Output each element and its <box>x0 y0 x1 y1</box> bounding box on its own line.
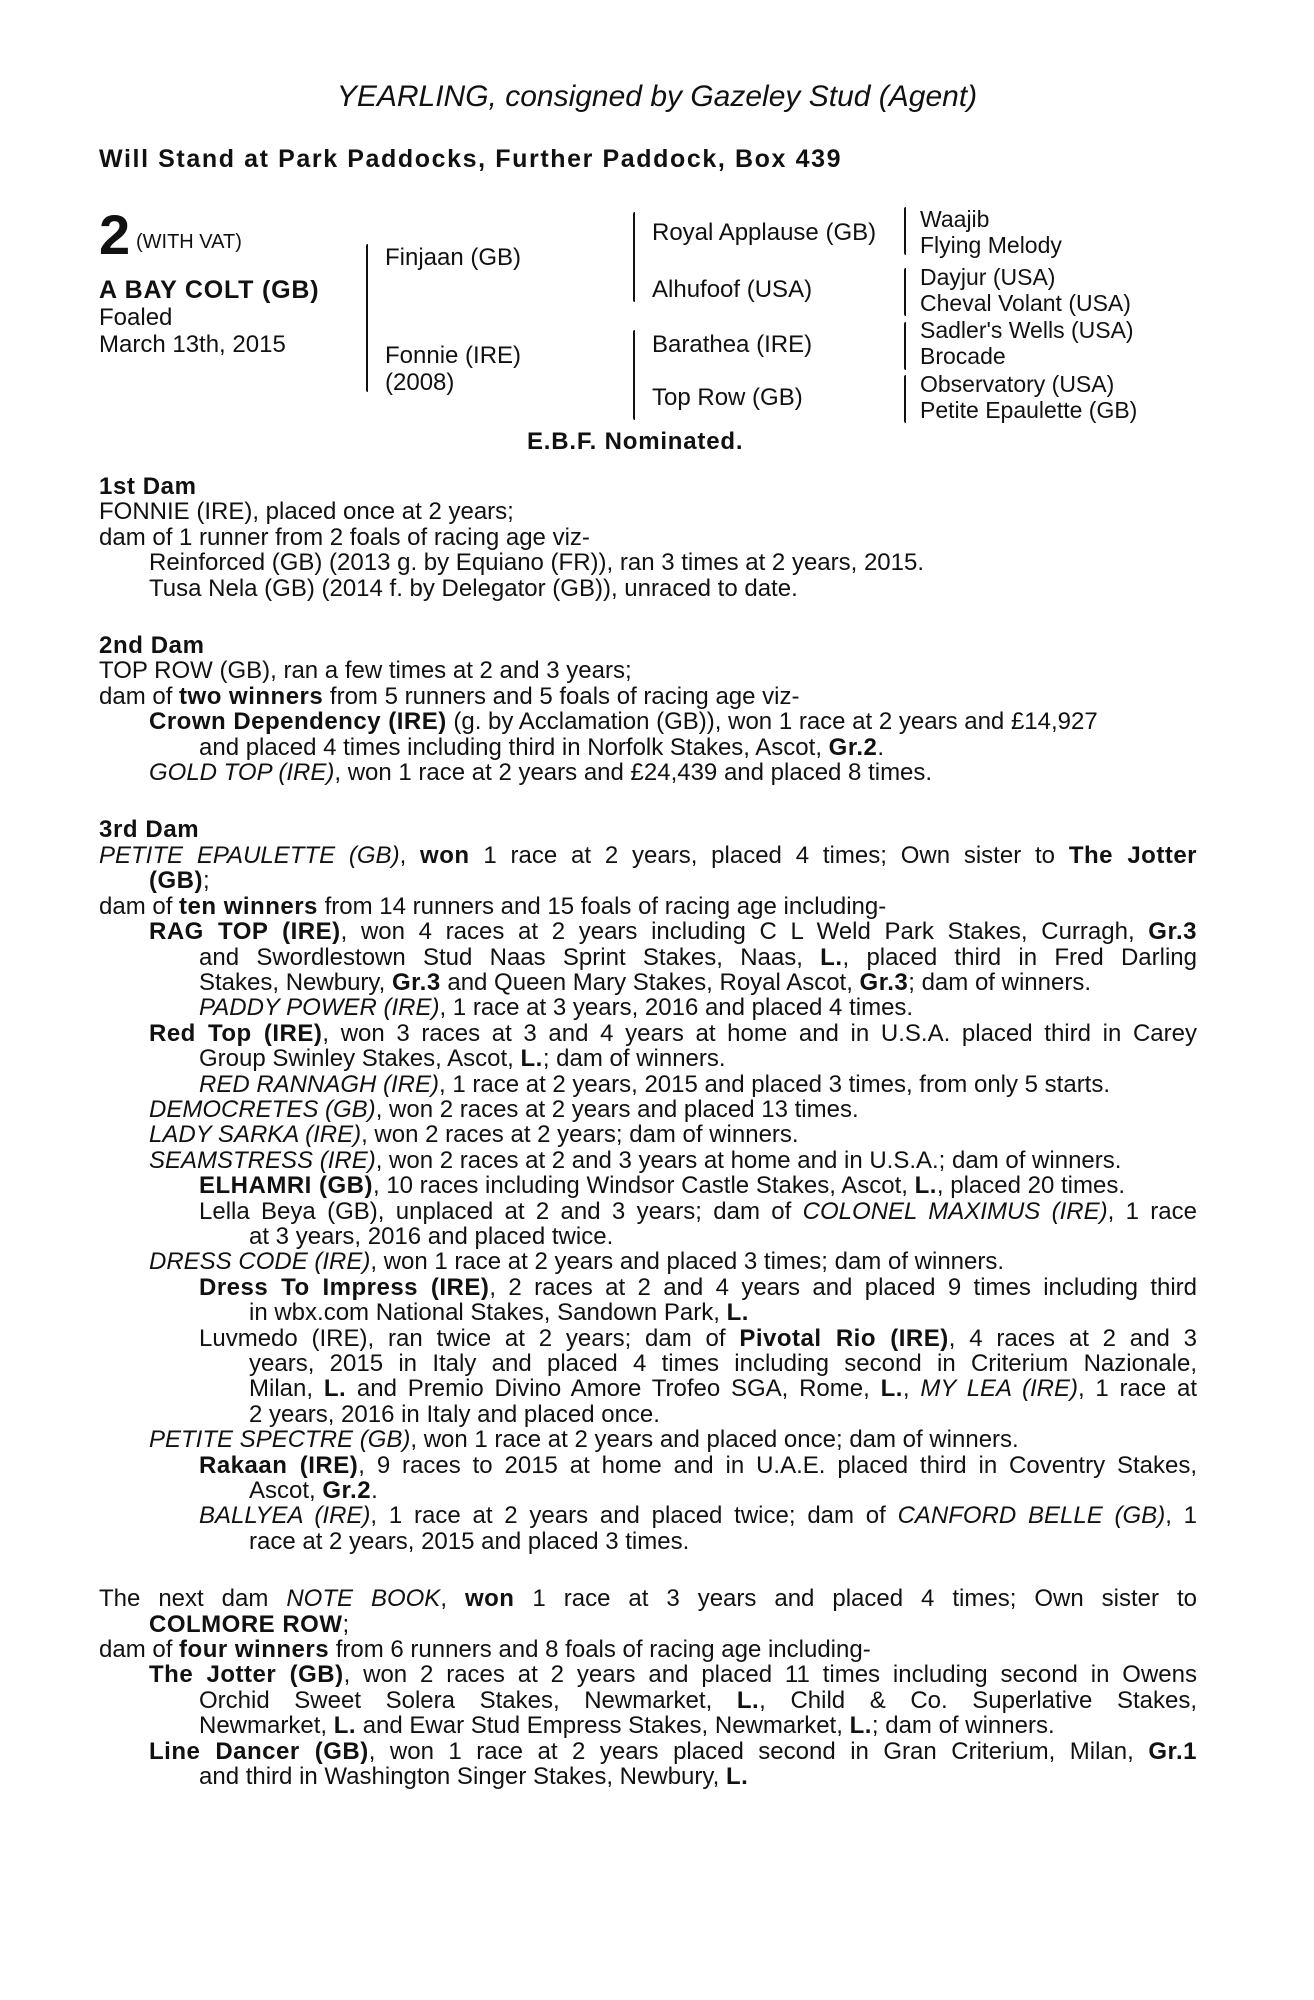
pedigree-dam-dam: Top Row (GB) <box>652 384 803 411</box>
text-bold: The Jotter (GB) <box>149 1661 344 1689</box>
record-line <box>99 760 1197 785</box>
record-line <box>99 1612 1197 1637</box>
text: , placed third in Fred Darling <box>842 943 1197 971</box>
record-line <box>99 1021 1197 1046</box>
pedigree-g3-8: Petite Epaulette (GB) <box>920 397 1138 423</box>
text-bold: Line Dancer (GB) <box>149 1737 369 1765</box>
record-line <box>99 684 1197 709</box>
sire-parents-brace <box>633 212 635 302</box>
text-bold: four winners <box>179 1636 330 1664</box>
section-heading: 2nd Dam <box>99 632 205 660</box>
text: dam of <box>99 892 180 920</box>
record-line <box>99 1688 1197 1713</box>
text-bold: L. <box>736 1686 760 1714</box>
text: from 5 runners and 5 foals of racing age viz- <box>323 682 800 710</box>
text: 1 race at 2 years, placed 4 times; Own sister to <box>469 841 1069 869</box>
ebf-nominated: E.B.F. Nominated. <box>527 428 744 455</box>
text: , placed 20 times. <box>936 1172 1126 1200</box>
record-line <box>99 1376 1197 1401</box>
record-line <box>99 1662 1197 1687</box>
text: ; dam of winners. <box>542 1045 726 1073</box>
text: , won 2 races at 2 and 3 years at home and in U.S.A.; dam of winners. <box>375 1146 1122 1174</box>
text-bold: L. <box>849 1712 872 1740</box>
text-italic: PADDY POWER (IRE) <box>199 994 440 1022</box>
text: , 4 races at 2 and 3 <box>948 1324 1197 1352</box>
record-line <box>99 1478 1197 1503</box>
text-italic: RED RANNAGH (IRE) <box>199 1070 440 1098</box>
text-bold: The Jotter <box>1068 841 1198 869</box>
text: and Ewar Stud Empress Stakes, Newmarket, <box>356 1712 850 1740</box>
text-bold: L. <box>914 1172 937 1200</box>
text-italic: DRESS CODE (IRE) <box>149 1248 371 1276</box>
record-line <box>99 894 1197 919</box>
text: Milan, <box>249 1375 324 1403</box>
record-line <box>99 735 1197 760</box>
text: Newmarket, <box>199 1712 334 1740</box>
text-bold: Gr.3 <box>391 968 441 996</box>
text: and third in Washington Singer Stakes, Newbury, <box>199 1763 726 1791</box>
text: , 1 race <box>1107 1197 1197 1225</box>
record-line <box>99 1326 1197 1351</box>
text: , won 1 race at 2 years placed second in Gran Criterium, Milan, <box>368 1737 1149 1765</box>
lot-number: 2 <box>99 203 131 266</box>
section-heading: 3rd Dam <box>99 816 200 844</box>
text-bold: L. <box>725 1763 749 1791</box>
pedigree-sire-dam: Alhufoof (USA) <box>652 276 813 303</box>
grandparents-brace-4 <box>904 375 906 423</box>
text: Orchid Sweet Solera Stakes, Newmarket, <box>199 1686 737 1714</box>
pedigree-g3-3: Dayjur (USA) <box>920 264 1056 290</box>
text: , 1 race at 3 years, 2016 and placed 4 times. <box>439 994 914 1022</box>
text-bold: Gr.2 <box>828 733 878 761</box>
record-line <box>99 1122 1197 1147</box>
record-line <box>99 1427 1197 1452</box>
text: The next dam <box>99 1585 287 1613</box>
pedigree-dam-sire: Barathea (IRE) <box>652 331 813 358</box>
record-line <box>99 1199 1197 1224</box>
text: , won 2 races at 2 years; dam of winners. <box>361 1121 799 1149</box>
sire-dam-brace <box>366 244 368 392</box>
dam-parents-brace <box>633 330 635 420</box>
text: , won 2 races at 2 years and placed 11 times including second in Owens <box>343 1661 1198 1689</box>
text-bold: L. <box>880 1375 903 1403</box>
text-bold: won <box>464 1585 515 1613</box>
text-bold: won <box>420 841 470 869</box>
text: ; <box>202 867 210 895</box>
record-line <box>99 1148 1197 1173</box>
record-line <box>99 1300 1197 1325</box>
text: , 9 races to 2015 at home and in U.A.E. placed third in Coventry Stakes, <box>358 1451 1198 1479</box>
record-line <box>99 1072 1197 1097</box>
text: Group Swinley Stakes, Ascot, <box>199 1045 521 1073</box>
grandparents-brace-3 <box>904 322 906 370</box>
record-line <box>99 1097 1197 1122</box>
text: , <box>399 841 421 869</box>
consignment-heading: YEARLING, consigned by Gazeley Stud (Agent) <box>336 80 978 113</box>
text: Lella Beya (GB), unplaced at 2 and 3 years; dam of <box>199 1197 803 1225</box>
text-bold: two winners <box>179 682 324 710</box>
grandparents-brace-2 <box>904 268 906 316</box>
text-bold: L. <box>820 943 843 971</box>
record-line <box>99 1503 1197 1528</box>
text-bold: L. <box>726 1299 749 1327</box>
text: , Child & Co. Superlative Stakes, <box>759 1686 1198 1714</box>
vat-note: (WITH VAT) <box>136 231 242 253</box>
text: ; dam of winners. <box>908 968 1091 996</box>
text: in wbx.com National Stakes, Sandown Park, <box>249 1299 727 1327</box>
third-dam-section <box>99 817 1197 1554</box>
record-line: Reinforced (GB) (2013 g. by Equiano (FR)), ran 3 times at 2 years, 2015. <box>149 549 925 577</box>
record-line: at 3 years, 2016 and placed twice. <box>249 1222 614 1250</box>
text-bold: L. <box>323 1375 347 1403</box>
text-italic: CANFORD BELLE (GB) <box>897 1502 1166 1530</box>
text-italic: GOLD TOP (IRE) <box>149 759 335 787</box>
text: , 1 race at <box>1077 1375 1198 1403</box>
text: , 1 race at 2 years and placed twice; dam of <box>370 1502 898 1530</box>
pedigree-g3-1: Waajib <box>920 206 990 232</box>
text: , 1 race at 2 years, 2015 and placed 3 times, from only 5 starts. <box>439 1070 1111 1098</box>
pedigree-sire-sire: Royal Applause (GB) <box>652 219 877 246</box>
pedigree-sire: Finjaan (GB) <box>385 244 522 271</box>
text: dam of <box>99 1636 180 1664</box>
second-dam-section <box>99 633 1197 785</box>
first-dam-section <box>99 474 1197 601</box>
text: and Premio Divino Amore Trofeo SGA, Rome, <box>346 1375 881 1403</box>
text-italic: MY LEA (IRE) <box>920 1375 1078 1403</box>
record-line: FONNIE (IRE), placed once at 2 years; <box>99 498 514 526</box>
record-line: Tusa Nela (GB) (2014 f. by Delegator (GB)), unraced to date. <box>149 574 798 602</box>
pedigree-g3-2: Flying Melody <box>920 232 1062 258</box>
pedigree-g3-4: Cheval Volant (USA) <box>920 290 1131 316</box>
text-bold: ELHAMRI (GB) <box>199 1172 373 1200</box>
text-bold: L. <box>520 1045 543 1073</box>
produce-record <box>99 474 1197 1822</box>
text: (g. by Acclamation (GB)), won 1 race at 2 years and £14,927 <box>446 708 1098 736</box>
pedigree-g3-5: Sadler's Wells (USA) <box>920 317 1134 343</box>
record-line: 2 years, 2016 in Italy and placed once. <box>249 1400 660 1428</box>
record-line <box>99 945 1197 970</box>
text-bold: Red Top (IRE) <box>149 1019 323 1047</box>
record-line <box>99 1173 1197 1198</box>
text: . <box>877 733 885 761</box>
text: , won 1 race at 2 years and placed once; dam of winners. <box>410 1426 1019 1454</box>
text: and placed 4 times including third in Norfolk Stakes, Ascot, <box>199 733 829 761</box>
text-italic: LADY SARKA (IRE) <box>149 1121 362 1149</box>
text-bold: Gr.1 <box>1148 1737 1198 1765</box>
text-bold: RAG TOP (IRE) <box>149 918 341 946</box>
record-line: TOP ROW (GB), ran a few times at 2 and 3 years; <box>99 657 632 685</box>
text: Luvmedo (IRE), ran twice at 2 years; dam of <box>199 1324 740 1352</box>
record-line <box>99 1249 1197 1274</box>
text: . <box>371 1477 378 1505</box>
record-line <box>99 1586 1197 1611</box>
location-heading: Will Stand at Park Paddocks, Further Paddock, Box 439 <box>99 145 843 173</box>
text-italic: COLONEL MAXIMUS (IRE) <box>802 1197 1108 1225</box>
text-bold: ten winners <box>179 892 318 920</box>
record-line: race at 2 years, 2015 and placed 3 times. <box>249 1527 690 1555</box>
text: and Swordlestown Stud Naas Sprint Stakes, Naas, <box>199 943 821 971</box>
text-bold: Crown Dependency (IRE) <box>149 708 447 736</box>
text: from 6 runners and 8 foals of racing age including- <box>329 1636 871 1664</box>
foaled-date: March 13th, 2015 <box>99 331 286 358</box>
text: Ascot, <box>249 1477 323 1505</box>
text-italic: SEAMSTRESS (IRE) <box>149 1146 376 1174</box>
record-line <box>99 995 1197 1020</box>
text: , 10 races including Windsor Castle Stakes, Ascot, <box>372 1172 915 1200</box>
record-line <box>99 1764 1197 1789</box>
text-bold: (GB) <box>149 867 203 895</box>
text-italic: PETITE EPAULETTE (GB) <box>99 841 400 869</box>
record-line <box>99 970 1197 995</box>
text: , 1 <box>1165 1502 1197 1530</box>
record-line <box>99 1453 1197 1478</box>
text-bold: L. <box>333 1712 357 1740</box>
record-line <box>99 1739 1197 1764</box>
pedigree-dam: Fonnie (IRE) <box>385 342 522 369</box>
text: , <box>440 1585 465 1613</box>
text-italic: DEMOCRETES (GB) <box>149 1095 376 1123</box>
text: , won 1 race at 2 years and placed 3 times; dam of winners. <box>370 1248 1005 1276</box>
text-bold: Gr.2 <box>322 1477 372 1505</box>
text: , <box>902 1375 921 1403</box>
record-line <box>99 868 1197 893</box>
text: and Queen Mary Stakes, Royal Ascot, <box>440 968 860 996</box>
text-italic: NOTE BOOK <box>286 1585 441 1613</box>
pedigree-g3-7: Observatory (USA) <box>920 371 1115 397</box>
text-bold: Pivotal Rio (IRE) <box>739 1324 949 1352</box>
record-line <box>99 1046 1197 1071</box>
record-line <box>99 709 1197 734</box>
record-line <box>99 1275 1197 1300</box>
text: , won 4 races at 2 years including C L Weld Park Stakes, Curragh, <box>340 918 1149 946</box>
record-line <box>99 843 1197 868</box>
text: , won 2 races at 2 years and placed 13 times. <box>375 1095 859 1123</box>
foaled-label: Foaled <box>99 304 173 331</box>
text: ; <box>342 1610 350 1638</box>
record-line <box>99 1713 1197 1738</box>
horse-description: A BAY COLT (GB) <box>99 276 320 304</box>
text: , won 3 races at 3 and 4 years at home and in U.S.A. placed third in Carey <box>322 1019 1197 1047</box>
record-line: dam of 1 runner from 2 foals of racing age viz- <box>99 523 590 551</box>
grandparents-brace-1 <box>904 207 906 255</box>
text: , 2 races at 2 and 4 years and placed 9 times including third <box>489 1273 1198 1301</box>
record-line: years, 2015 in Italy and placed 4 times including second in Criterium Nazionale, <box>249 1350 1197 1377</box>
text: 1 race at 3 years and placed 4 times; Own sister to <box>514 1585 1197 1613</box>
text-bold: Dress To Impress (IRE) <box>199 1273 490 1301</box>
record-line <box>99 919 1197 944</box>
text: dam of <box>99 682 180 710</box>
text-italic: PETITE SPECTRE (GB) <box>149 1426 411 1454</box>
text-bold: Rakaan (IRE) <box>199 1451 359 1479</box>
text: ; dam of winners. <box>871 1712 1055 1740</box>
text: , won 1 race at 2 years and £24,439 and placed 8 times. <box>334 759 933 787</box>
section-heading: 1st Dam <box>99 473 197 500</box>
text-italic: BALLYEA (IRE) <box>199 1502 371 1530</box>
pedigree-g3-6: Brocade <box>920 343 1006 369</box>
record-line <box>99 1637 1197 1662</box>
text: Stakes, Newbury, <box>199 968 392 996</box>
text-bold: Gr.3 <box>1148 918 1197 946</box>
next-dam-section <box>99 1586 1197 1789</box>
text-bold: Gr.3 <box>859 968 909 996</box>
text-bold: COLMORE ROW <box>149 1610 343 1638</box>
text: from 14 runners and 15 foals of racing age including- <box>317 892 887 920</box>
pedigree-dam-year: (2008) <box>385 369 455 396</box>
